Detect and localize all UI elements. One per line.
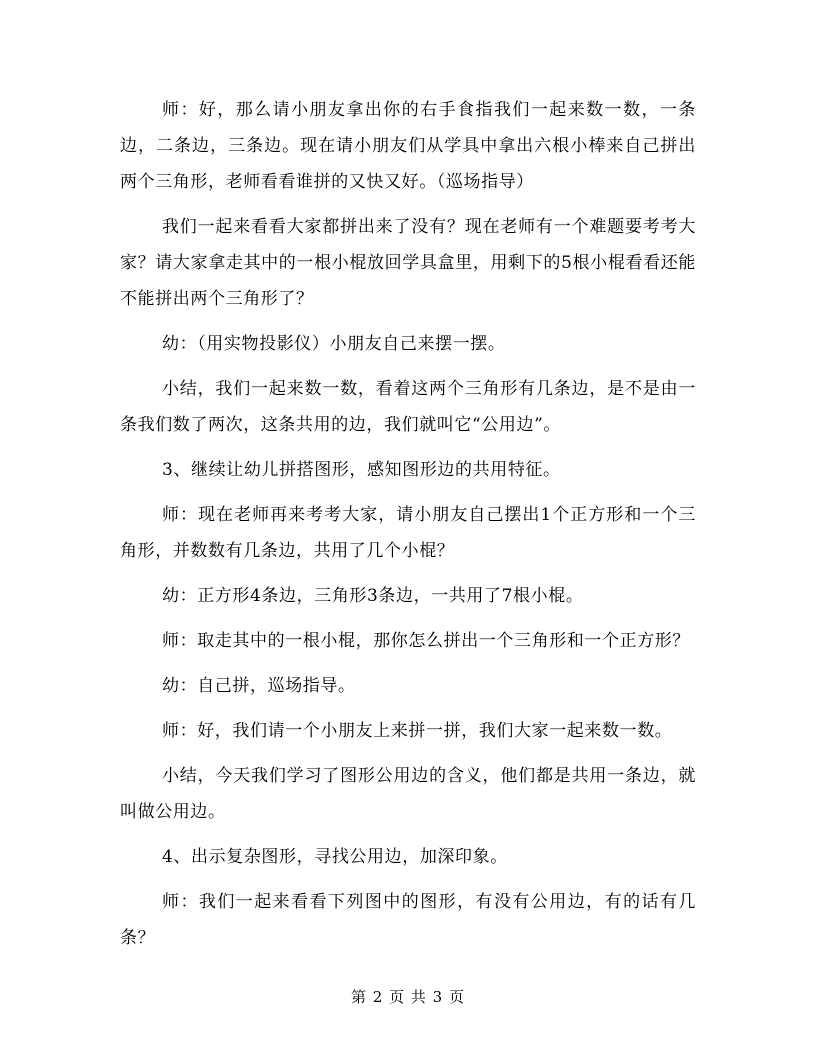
paragraph: 4、出示复杂图形，寻找公用边，加深印象。: [162, 847, 508, 867]
paragraph: 师：我们一起来看看下列图中的图形，有没有公用边，有的话有几条？: [120, 892, 696, 948]
paragraph: 幼：自己拼，巡场指导。: [162, 676, 356, 696]
paragraph: 师：取走其中的一根小棍，那你怎么拼出一个三角形和一个正方形？: [162, 631, 690, 651]
paragraph: 小结，我们一起来数一数，看着这两个三角形有几条边，是不是由一条我们数了两次，这条共用的边，我们就叫它“公用边”。: [120, 379, 696, 435]
paragraph: 师：好，我们请一个小朋友上来拼一拼，我们大家一起来数一数。: [162, 721, 673, 741]
page-footer: [0, 986, 816, 1007]
paragraph: 师：现在老师再来考考大家，请小朋友自己摆出1个正方形和一个三角形，并数数有几条边，共用了几个小棍？: [120, 505, 696, 561]
document-body: [120, 92, 696, 965]
paragraph: 师：好，那么请小朋友拿出你的右手食指我们一起来数一数，一条边，二条边，三条边。现在请小朋友们从学具中拿出六根小棒来自己拼出两个三角形，老师看看谁拼的又快又好。（巡场指导）: [120, 100, 696, 192]
paragraph: 3、继续让幼儿拼搭图形，感知图形边的共用特征。: [162, 460, 561, 480]
paragraph: 小结，今天我们学习了图形公用边的含义，他们都是共用一条边，就叫做公用边。: [120, 766, 696, 822]
paragraph: 幼：（用实物投影仪）小朋友自己来摆一摆。: [162, 334, 506, 354]
page-number: 第 2 页 共 3 页: [351, 988, 465, 1006]
paragraph: 幼：正方形4条边，三角形3条边，一共用了7根小棍。: [162, 586, 584, 606]
paragraph: 我们一起来看看大家都拼出来了没有？现在老师有一个难题要考考大家？请大家拿走其中的一根小棍放回学具盒里，用剩下的5根小棍看看还能不能拼出两个三角形了？: [120, 217, 696, 309]
